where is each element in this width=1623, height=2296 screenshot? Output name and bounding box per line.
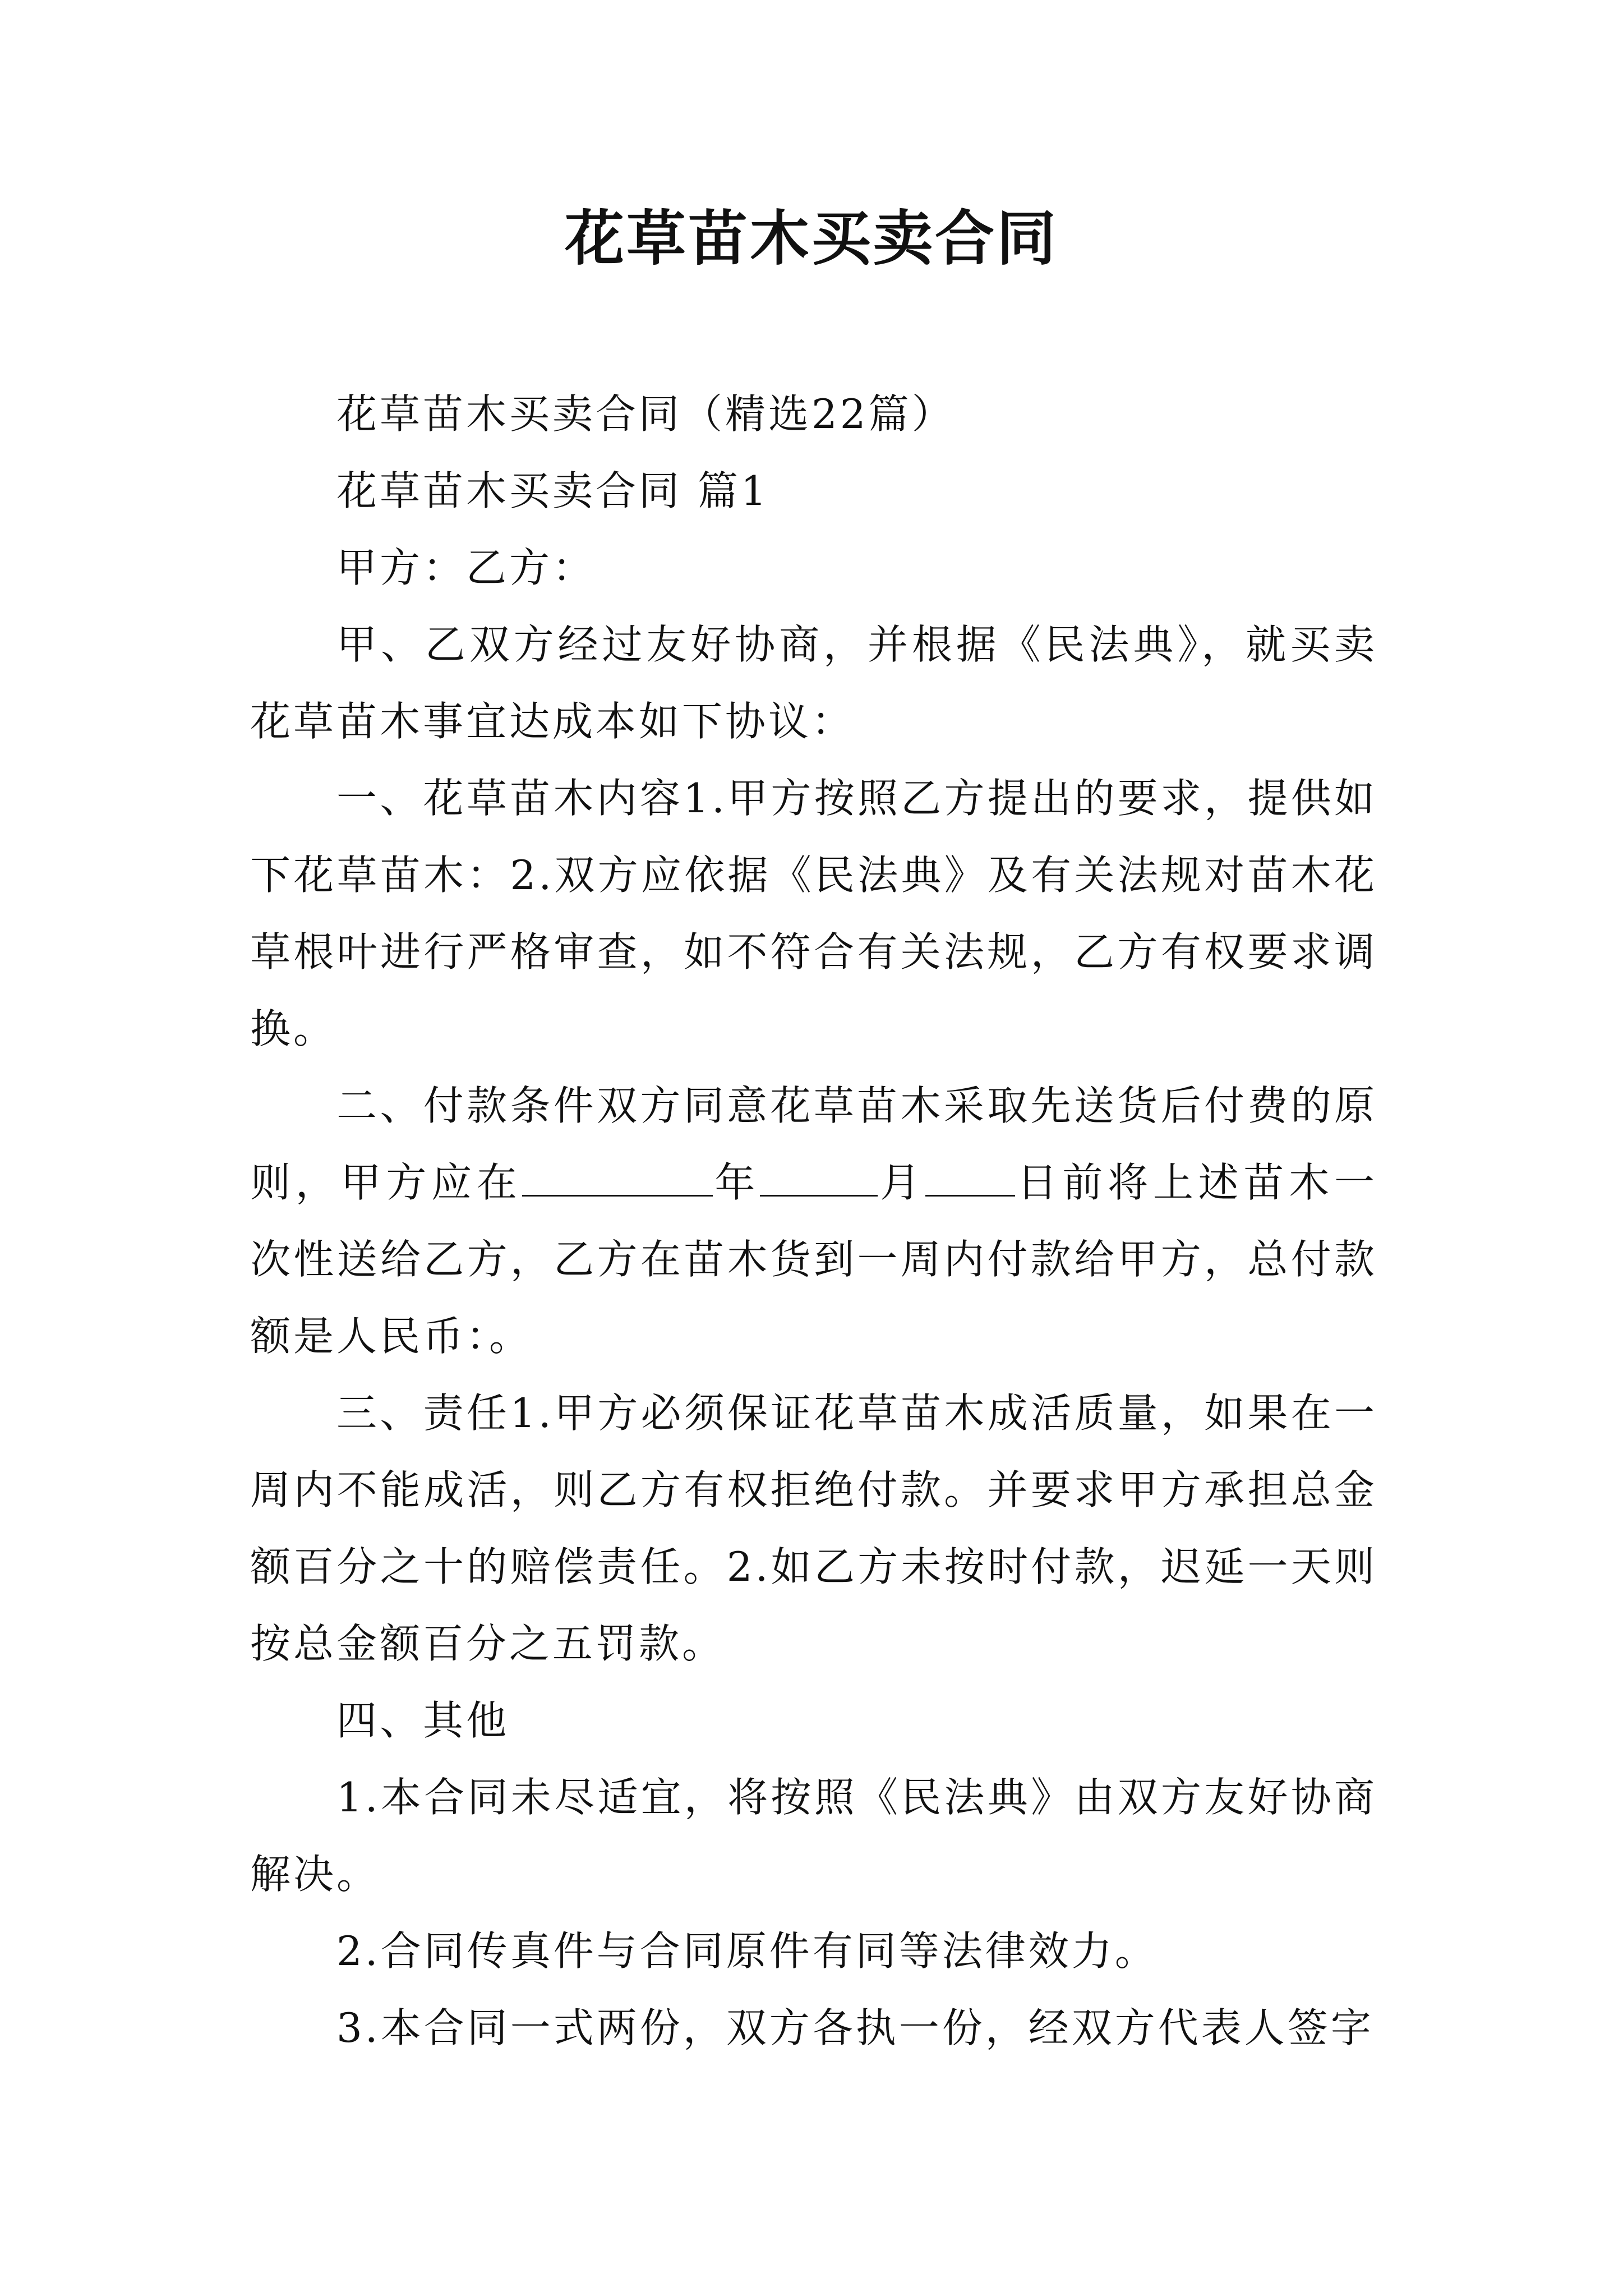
clause-1-content: 一、花草苗木内容1.甲方按照乙方提出的要求，提供如下花草苗木：2.双方应依据《民法典》及有关法规对苗木花草根叶进行严格审查，如不符合有关法规，乙方有权要求调换。: [250, 775, 1377, 1052]
month-label: 月: [878, 1159, 925, 1206]
clause-4-heading: 四、其他: [336, 1697, 510, 1744]
clause-4-item-1: 1.本合同未尽适宜，将按照《民法典》由双方友好协商解决。: [250, 1774, 1377, 1898]
document-title: 花草苗木买卖合同: [565, 203, 1058, 273]
clause-4-item-3: 3.本合同一式两份，双方各执一份，经双方代表人签字: [336, 2004, 1374, 2051]
month-blank: [760, 1147, 878, 1197]
clause-2-payment: [250, 1068, 1377, 1375]
parties-line: 甲方：乙方：: [336, 544, 596, 591]
subtitle-collection: 花草苗木买卖合同（精选22篇）: [336, 390, 955, 438]
preamble-paragraph: 甲、乙双方经过友好协商，并根据《民法典》，就买卖花草苗木事宜达成本如下协议：: [250, 621, 1377, 745]
payment-text-a: 二、付款条件双方同意花草苗木采取先送货后付费的原则，甲方应在: [250, 1082, 1377, 1206]
year-blank: [522, 1147, 713, 1197]
clause-4-item-2: 2.合同传真件与合同原件有同等法律效力。: [336, 1927, 1158, 1975]
section-heading: 花草苗木买卖合同 篇1: [336, 467, 769, 514]
year-label: 年: [712, 1159, 760, 1206]
day-blank: [925, 1147, 1015, 1197]
payment-text-b: 日前将上述苗木一次性送给乙方，乙方在苗木货到一周内付款给甲方，总付款额是人民币：。: [250, 1159, 1377, 1360]
clause-3-liability: 三、责任1.甲方必须保证花草苗木成活质量，如果在一周内不能成活，则乙方有权拒绝付款。并要求甲方承担总金额百分之十的赔偿责任。2.如乙方未按时付款，迟延一天则按总金额百分之五罚款。: [250, 1389, 1377, 1667]
document-body: [250, 376, 1377, 2067]
